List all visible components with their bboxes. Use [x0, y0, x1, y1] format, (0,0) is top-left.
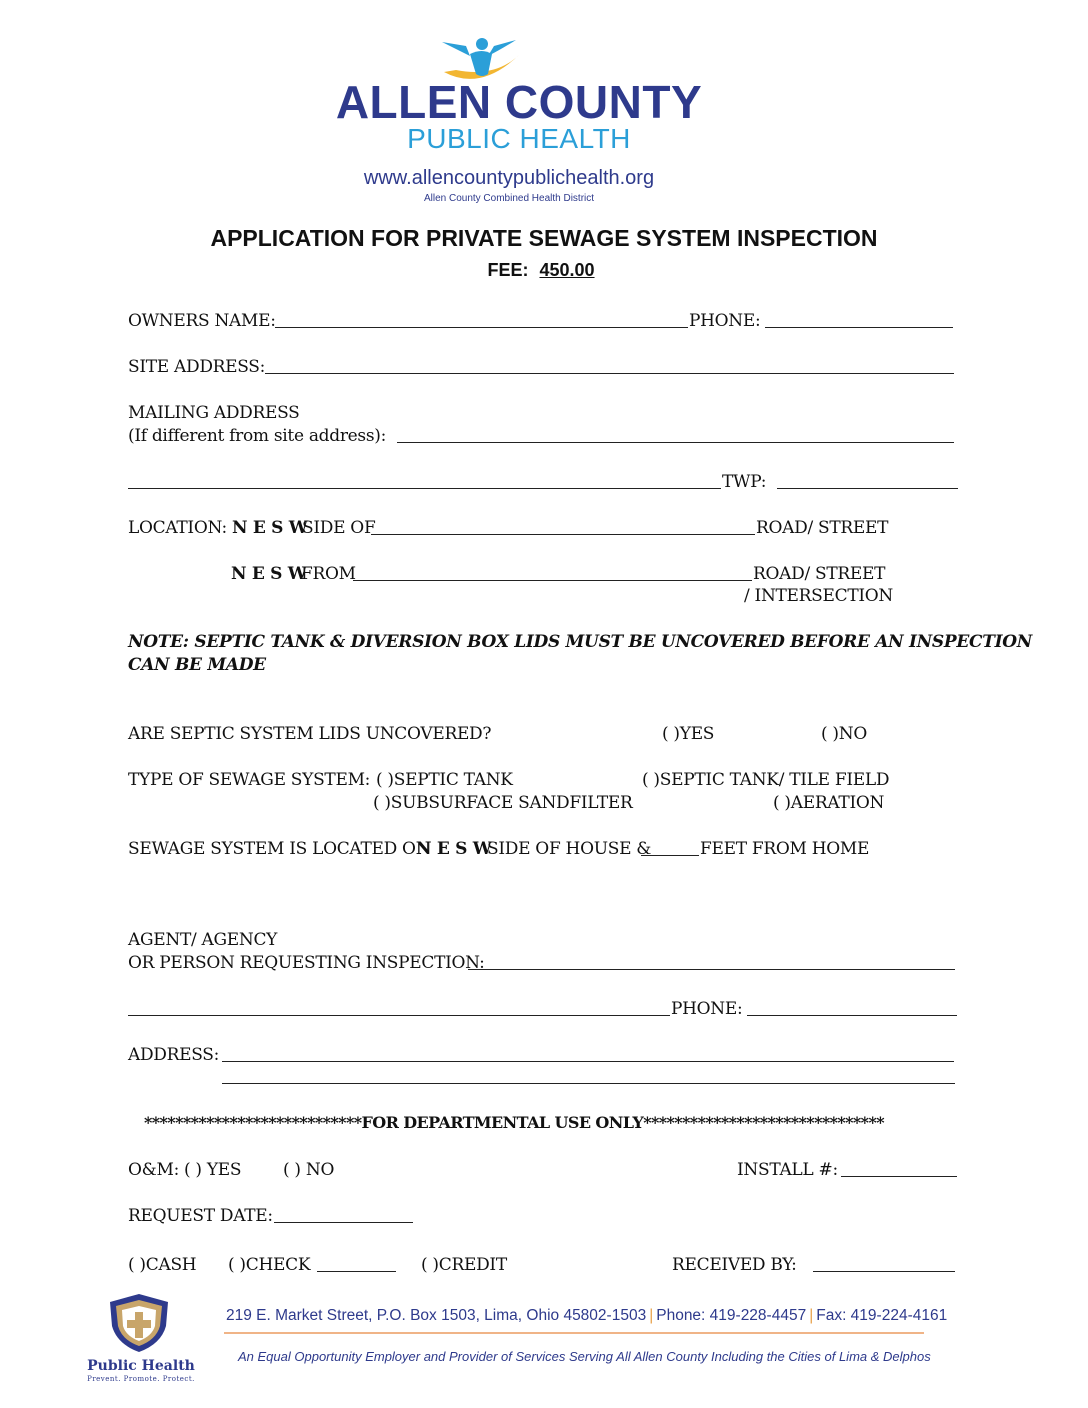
agent-name-field-2[interactable]	[128, 1015, 670, 1016]
agent-address-field[interactable]	[222, 1061, 954, 1062]
form-title: APPLICATION FOR PRIVATE SEWAGE SYSTEM INSPECTION	[210, 225, 878, 251]
website-link[interactable]: www.allencountypublichealth.org	[363, 167, 655, 189]
note-line-1: NOTE: SEPTIC TANK & DIVERSION BOX LIDS MUST BE UNCOVERED BEFORE AN INSPECTION	[128, 632, 1033, 652]
septic-tank-checkbox[interactable]: ( )SEPTIC TANK	[376, 770, 513, 790]
om-label: O&M:	[128, 1160, 180, 1180]
public-health-shield-icon	[106, 1292, 172, 1354]
agent-phone-label: PHONE:	[671, 999, 743, 1019]
aeration-checkbox[interactable]: ( )AERATION	[773, 793, 885, 813]
owner-phone-label: PHONE:	[689, 311, 761, 331]
request-date-label: REQUEST DATE:	[128, 1206, 273, 1226]
sewage-type-label: TYPE OF SEWAGE SYSTEM:	[128, 770, 371, 790]
mailing-address-label: MAILING ADDRESS	[128, 403, 300, 423]
footer-phone: Phone: 419-228-4457	[656, 1307, 807, 1324]
lids-no-checkbox[interactable]: ( )NO	[821, 724, 867, 744]
footer-divider	[224, 1332, 924, 1334]
fee-row	[0, 259, 1088, 281]
location-direction-1: N E S W	[232, 518, 308, 538]
owners-name-field[interactable]	[275, 327, 688, 328]
footer-separator: |	[809, 1307, 814, 1324]
agent-name-field[interactable]	[468, 969, 955, 970]
fee-value: 450.00	[539, 260, 595, 280]
site-address-field[interactable]	[265, 373, 954, 374]
agent-label-1: AGENT/ AGENCY	[128, 930, 278, 950]
agent-phone-field[interactable]	[747, 1015, 957, 1016]
footer-fax: Fax: 419-224-4161	[816, 1307, 948, 1324]
install-number-label: INSTALL #:	[737, 1160, 838, 1180]
location-label: LOCATION:	[128, 518, 227, 538]
public-health-badge-label: Public Health	[87, 1358, 195, 1374]
located-direction: N E S W	[416, 839, 492, 859]
located-prefix: SEWAGE SYSTEM IS LOCATED ON	[128, 839, 431, 859]
equal-opportunity-statement: An Equal Opportunity Employer and Provider of Services Serving All Allen County Including the Cities of Lima & Delphos	[238, 1349, 931, 1364]
district-name: Allen County Combined Health District	[423, 193, 595, 204]
footer-address: 219 E. Market Street, P.O. Box 1503, Lima, Ohio 45802-1503	[226, 1307, 647, 1324]
located-mid: SIDE OF HOUSE &	[487, 839, 652, 859]
site-address-label: SITE ADDRESS:	[128, 357, 266, 377]
public-health-badge-tagline: Prevent. Promote. Protect.	[87, 1375, 195, 1383]
agent-label-2: OR PERSON REQUESTING INSPECTION:	[128, 953, 485, 973]
located-suffix: FEET FROM HOME	[700, 839, 870, 859]
sandfilter-checkbox[interactable]: ( )SUBSURFACE SANDFILTER	[373, 793, 633, 813]
road-street-label-2: ROAD/ STREET	[753, 564, 886, 584]
from-label: FROM	[301, 564, 356, 584]
septic-tile-field-checkbox[interactable]: ( )SEPTIC TANK/ TILE FIELD	[642, 770, 890, 790]
logo-subtitle: PUBLIC HEALTH	[407, 123, 631, 154]
request-date-field[interactable]	[274, 1222, 413, 1223]
credit-checkbox[interactable]: ( )CREDIT	[421, 1255, 507, 1275]
department-banner: ****************************FOR DEPARTMENTAL USE ONLY*******************************	[144, 1113, 884, 1132]
owner-phone-field[interactable]	[765, 327, 953, 328]
feet-from-home-field[interactable]	[641, 855, 699, 856]
mailing-address-field-2[interactable]	[128, 488, 721, 489]
lids-question: ARE SEPTIC SYSTEM LIDS UNCOVERED?	[128, 724, 492, 744]
side-of-road-field[interactable]	[371, 534, 755, 535]
intersection-label: / INTERSECTION	[744, 586, 893, 606]
owners-name-label: OWNERS NAME:	[128, 311, 276, 331]
om-no-checkbox[interactable]: ( ) NO	[283, 1160, 335, 1180]
agent-address-label: ADDRESS:	[128, 1045, 220, 1065]
install-number-field[interactable]	[841, 1176, 957, 1177]
location-direction-2: N E S W	[231, 564, 307, 584]
footer-separator: |	[649, 1307, 654, 1324]
mailing-address-field[interactable]	[397, 442, 954, 443]
note-line-2: CAN BE MADE	[128, 655, 266, 675]
om-yes-checkbox[interactable]: ( ) YES	[184, 1160, 242, 1180]
footer-contact	[226, 1306, 948, 1326]
cash-checkbox[interactable]: ( )CASH	[128, 1255, 197, 1275]
received-by-field[interactable]	[813, 1271, 955, 1272]
side-of-label: SIDE OF	[302, 518, 376, 538]
mailing-address-note: (If different from site address):	[128, 426, 387, 446]
check-checkbox[interactable]: ( )CHECK	[228, 1255, 311, 1275]
fee-label: FEE:	[487, 260, 529, 280]
logo-title: ALLEN COUNTY	[335, 76, 703, 128]
twp-label: TWP:	[722, 472, 767, 492]
lids-yes-checkbox[interactable]: ( )YES	[662, 724, 715, 744]
check-number-field[interactable]	[317, 1271, 396, 1272]
from-road-field[interactable]	[353, 580, 752, 581]
received-by-label: RECEIVED BY:	[672, 1255, 797, 1275]
road-street-label-1: ROAD/ STREET	[756, 518, 889, 538]
twp-field[interactable]	[777, 488, 958, 489]
agent-address-field-2[interactable]	[222, 1083, 955, 1084]
